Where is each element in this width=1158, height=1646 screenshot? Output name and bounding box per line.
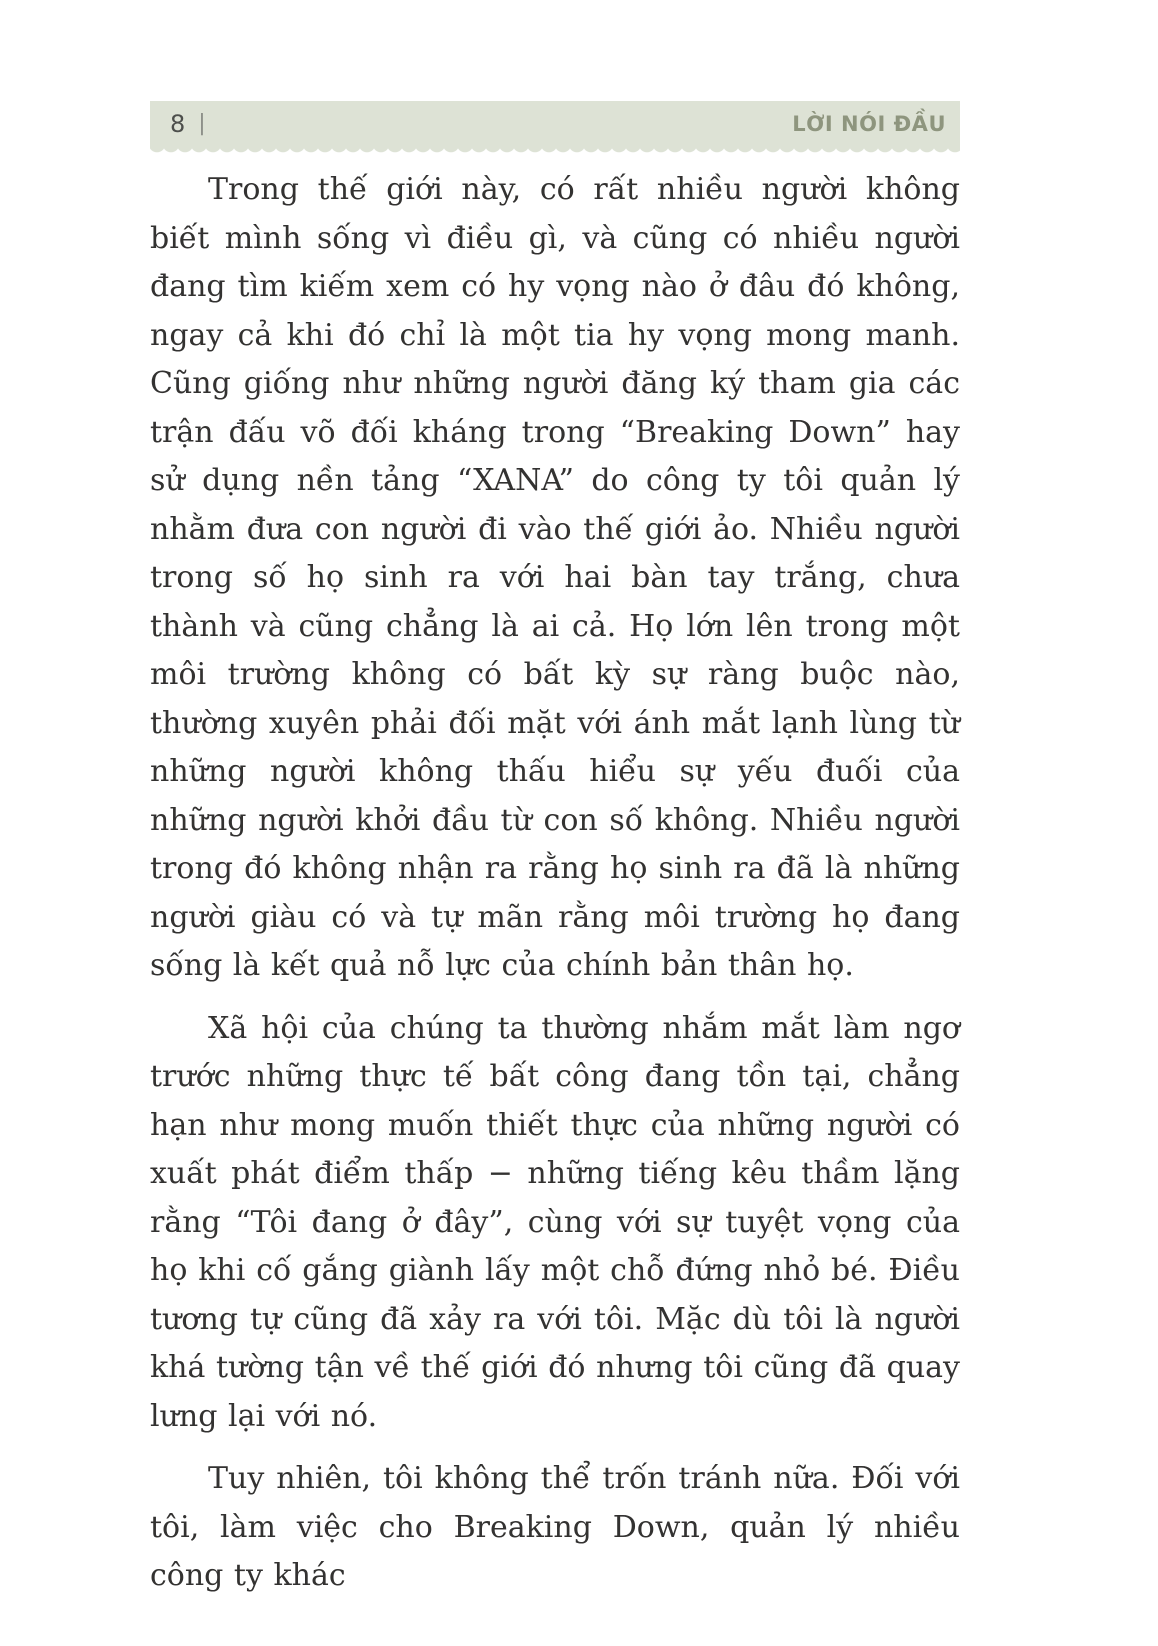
paragraph-1: Trong thế giới này, có rất nhiều người không biết mình sống vì điều gì, và cũng có nhiều người đang tìm kiếm xem có hy vọng nào ở đâu đó không, ngay cả khi đó chỉ là một tia hy vọng mong manh. Cũng giống như những người đăng ký tham gia các trận đấu võ đối kháng trong “Breaking Down” hay sử dụng nền tảng “XANA” do công ty tôi quản lý nhằm đưa con người đi vào thế giới ảo. Nhiều người trong số họ sinh ra với hai bàn tay trắng, chưa thành và cũng chẳng là ai cả. Họ lớn lên trong một môi trường không có bất kỳ sự ràng buộc nào, thường xuyên phải đối mặt với ánh mắt lạnh lùng từ những người không thấu hiểu sự yếu đuối của những người khởi đầu từ con số không. Nhiều người trong đó không nhận ra rằng họ sinh ra đã là những người giàu có và tự mãn rằng môi trường họ đang sống là kết quả nỗ lực của chính bản thân họ.	[150, 172, 960, 983]
page-body	[150, 166, 960, 1615]
paragraph-3: Tuy nhiên, tôi không thể trốn tránh nữa. Đối với tôi, làm việc cho Breaking Down, quản lý nhiều công ty khác	[150, 1461, 960, 1593]
running-head-left	[170, 110, 206, 138]
paragraph-2: Xã hội của chúng ta thường nhắm mắt làm ngơ trước những thực tế bất công đang tồn tại, chẳng hạn như mong muốn thiết thực của những người có xuất phát điểm thấp − những tiếng kêu thầm lặng rằng “Tôi đang ở đây”, cùng với sự tuyệt vọng của họ khi cố gắng giành lấy một chỗ đứng nhỏ bé. Điều tương tự cũng đã xảy ra với tôi. Mặc dù tôi là người khá tường tận về thế giới đó nhưng tôi cũng đã quay lưng lại với nó.	[150, 1010, 960, 1434]
running-head	[150, 101, 960, 147]
chapter-title: LỜI NÓI ĐẦU	[792, 112, 946, 136]
header-separator: |	[198, 110, 206, 136]
page-number: 8	[170, 110, 187, 138]
